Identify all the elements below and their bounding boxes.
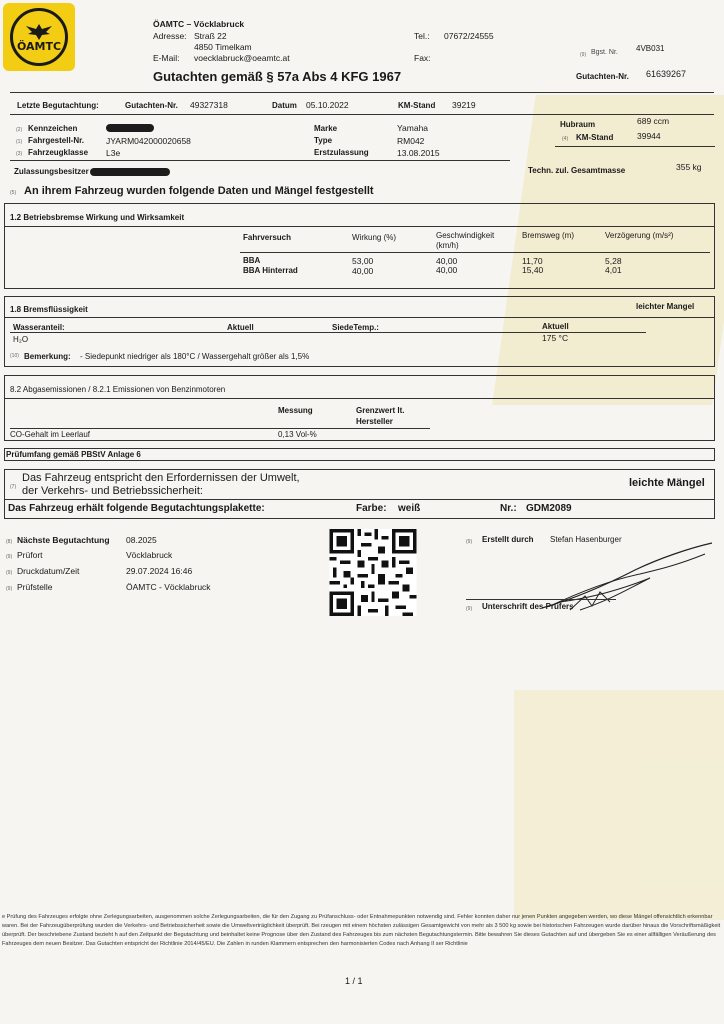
remark-ref: (10) xyxy=(10,353,19,359)
tel: 07672/24555 xyxy=(444,31,494,41)
klasse-label: Fahrzeugklasse xyxy=(28,148,89,157)
email-label: E-Mail: xyxy=(153,53,180,63)
bgst-label: Bgst. Nr. xyxy=(591,49,618,56)
brake-col-verzoegerung: Verzögerung (m/s²) xyxy=(605,231,674,240)
brake-title: 1.2 Betriebsbremse Wirkung und Wirksamkeit xyxy=(10,213,185,222)
last-date: 05.10.2022 xyxy=(306,100,349,110)
logo-emblem xyxy=(10,8,68,66)
fluid-col-wasser: Wasseranteil: xyxy=(13,323,65,332)
ort-label: Prüfort xyxy=(17,550,43,560)
brake-row1-name: BBA xyxy=(243,256,261,265)
stelle-label: Prüfstelle xyxy=(17,582,53,592)
email: voecklabruck@oeamtc.at xyxy=(194,53,290,63)
signature-ref: (9) xyxy=(466,606,473,612)
divider xyxy=(4,226,715,227)
divider xyxy=(10,92,714,93)
last-km: 39219 xyxy=(452,100,476,110)
fluid-col-aktuell2: Aktuell xyxy=(542,322,569,331)
plakette-farbe: weiß xyxy=(398,503,421,514)
stelle-ref: (9) xyxy=(6,586,13,592)
last-km-label: KM-Stand xyxy=(398,101,436,110)
address-label: Adresse: xyxy=(153,31,187,41)
druck-label: Druckdatum/Zeit xyxy=(17,566,80,576)
emission-title: 8.2 Abgasemissionen / 8.2.1 Emissionen von Benzinmotoren xyxy=(10,385,226,394)
brake-row2-wirkung: 40,00 xyxy=(352,266,374,276)
type-label: Type xyxy=(314,136,333,145)
erstellt-ref: (9) xyxy=(466,539,473,545)
next-ref: (8) xyxy=(6,539,13,545)
divider xyxy=(10,160,510,161)
plakette-nr-label: Nr.: xyxy=(500,503,517,514)
brake-row2-speed: 40,00 xyxy=(436,265,458,275)
kmstand-ref: (4) xyxy=(562,136,569,142)
tel-label: Tel.: xyxy=(414,31,430,41)
brake-row2-verz: 4,01 xyxy=(605,265,622,275)
brake-row1-speed: 40,00 xyxy=(436,256,458,266)
brake-col-bremsweg: Bremsweg (m) xyxy=(522,231,575,240)
fluid-col-siedetemp: SiedeTemp.: xyxy=(332,323,379,332)
divider xyxy=(10,428,430,429)
brake-row1-bremsweg: 11,70 xyxy=(522,256,543,266)
next-label: Nächste Begutachtung xyxy=(17,535,110,545)
fluid-severity: leichter Mangel xyxy=(636,302,695,311)
remark-text: - Siedepunkt niedriger als 180°C / Wassergehalt größer als 1,5% xyxy=(80,352,310,361)
gesamtmasse: 355 kg xyxy=(676,162,702,172)
defects-heading: An ihrem Fahrzeug wurden folgende Daten und Mängel festgestellt xyxy=(24,185,374,197)
hubraum: 689 ccm xyxy=(637,116,670,126)
conformity-line2: der Verkehrs- und Betriebssicherheit: xyxy=(22,485,203,497)
gutachten-nr-label: Gutachten-Nr. xyxy=(576,72,629,81)
kennzeichen-ref: (2) xyxy=(16,127,23,133)
conformity-ref: (7) xyxy=(10,484,17,490)
divider xyxy=(10,114,714,115)
address-line2: 4850 Timelkam xyxy=(194,42,252,52)
document-title: Gutachten gemäß § 57a Abs 4 KFG 1967 xyxy=(153,69,402,84)
emission-row-label: CO-Gehalt im Leerlauf xyxy=(10,430,91,439)
brake-row2-name: BBA Hinterrad xyxy=(243,266,298,275)
conformity-result: leichte Mängel xyxy=(629,477,705,489)
marke-label: Marke xyxy=(314,124,338,133)
last-date-label: Datum xyxy=(272,101,297,110)
brake-col-speed: Geschwindigkeit (km/h) xyxy=(436,231,495,250)
erstzulassung-label: Erstzulassung xyxy=(314,148,369,157)
type: RM042 xyxy=(397,136,425,146)
page-number: 1 / 1 xyxy=(345,976,363,986)
logo-text: ÖAMTC xyxy=(16,39,62,53)
fahrgestell-ref: (1) xyxy=(16,139,23,145)
footer-disclaimer: e Prüfung des Fahrzeuges erfolgte ohne Zerlegungsarbeiten, ausgenommen solche Zerlegungsarbeiten, die für den Zugang zu Prüfanschluss- oder Entnahmepunkten notwendig sind. Fehler konnten daher nur jenen Punkten angegeben werden, wo diese Mängel offensichtlich erkennbar waren. Bei der Fahrzeugüberprüfung wurden die Verkehrs- und Betriebssicherheit sowie die Umweltverträglichkeit überprüft. Bei rzeugen mit einem höchsten zulässigen Gesamtgewicht von mehr als 3 500 kg sowie bei historischen Fahrzeugen wurde darüber hinaus die Vorschriftsmäßigkeit überprüft. Der beschriebene Zustand bezieht h auf den Zeitpunkt der Begutachtung und beinhaltet keine Prognose über den Zustand des Fahrzeuges bis zum nächsten Begutachtungstermin. Bitte bewahren Sie dieses Gutachten auf und übergeben Sie es einer allfälligen Veräußerung des Fahrzeuges dem neuen Besitzer. Das Gutachten entspricht der Richtlinie 2014/45/EU. Die Zahlen in runden Klammern entsprechen den harmonisierten Codes nach Anhang II ser Richtlinie xyxy=(2,914,721,947)
bgst-ref: (9) xyxy=(580,52,587,58)
plakette-text: Das Fahrzeug erhält folgende Begutachtungsplakette: xyxy=(8,503,265,514)
gutachten-nr: 61639267 xyxy=(646,69,687,79)
brake-col-fahrversuch: Fahrversuch xyxy=(243,233,292,242)
marke: Yamaha xyxy=(397,123,429,133)
divider xyxy=(4,499,715,500)
last-inspection-label: Letzte Begutachtung: xyxy=(17,101,99,110)
fluid-col-aktuell1: Aktuell xyxy=(227,323,254,332)
next-date: 08.2025 xyxy=(126,535,157,545)
emission-col-grenzwert: Grenzwert lt. Hersteller xyxy=(356,406,405,426)
defects-ref: (5) xyxy=(10,190,17,196)
oeamtc-logo xyxy=(3,3,75,71)
ort-ref: (9) xyxy=(6,554,13,560)
emission-col-messung: Messung xyxy=(278,406,313,415)
erstellt-label: Erstellt durch xyxy=(482,535,534,544)
divider xyxy=(240,252,710,253)
signature-label: Unterschrift des Prüfers xyxy=(482,602,574,611)
emission-row-value: 0,13 Vol-% xyxy=(278,430,317,439)
fahrzeugklasse: L3e xyxy=(106,148,121,158)
fax-label: Fax: xyxy=(414,53,431,63)
brake-row1-wirkung: 53,00 xyxy=(352,256,374,266)
fluid-h2o: H₂O xyxy=(13,335,29,344)
pruefort: Vöcklabruck xyxy=(126,550,173,560)
address-line1: Straß 22 xyxy=(194,31,227,41)
org-name: ÖAMTC – Vöcklabruck xyxy=(153,19,245,29)
divider xyxy=(555,146,715,147)
signature-line xyxy=(466,599,616,600)
redacted-besitzer xyxy=(90,168,170,176)
remark-label: Bemerkung: xyxy=(24,352,71,361)
fahrgestell-label: Fahrgestell-Nr. xyxy=(28,136,85,145)
kmstand: 39944 xyxy=(637,131,661,141)
gesamtmasse-label: Techn. zul. Gesamtmasse xyxy=(528,166,626,175)
brake-col-wirkung: Wirkung (%) xyxy=(352,233,397,242)
bgst-nr: 4VB031 xyxy=(636,44,665,53)
plakette-nr: GDM2089 xyxy=(526,503,572,514)
druck-ref: (9) xyxy=(6,570,13,576)
qr-code xyxy=(327,529,419,616)
pruefstelle: ÖAMTC - Vöcklabruck xyxy=(126,582,211,592)
erstzulassung: 13.08.2015 xyxy=(397,148,440,158)
fluid-title: 1.8 Bremsflüssigkeit xyxy=(10,305,88,314)
erstellt-name: Stefan Hasenburger xyxy=(550,535,622,544)
besitzer-label: Zulassungsbesitzer xyxy=(14,167,89,176)
eagle-icon xyxy=(24,22,54,42)
pruefumfang: Prüfumfang gemäß PBStV Anlage 6 xyxy=(6,450,141,459)
klasse-ref: (3) xyxy=(16,151,23,157)
last-nr-label: Gutachten-Nr. xyxy=(125,101,178,110)
kennzeichen-label: Kennzeichen xyxy=(28,124,78,133)
brake-row1-verz: 5,28 xyxy=(605,256,622,266)
fluid-temp-value: 175 °C xyxy=(542,333,569,343)
fahrgestell-nr: JYARM042000020658 xyxy=(106,136,191,146)
brake-row2-bremsweg: 15,40 xyxy=(522,265,544,275)
hubraum-label: Hubraum xyxy=(560,120,596,129)
conformity-line1: Das Fahrzeug entspricht den Erfordernissen der Umwelt, xyxy=(22,472,300,484)
kmstand-label: KM-Stand xyxy=(576,133,614,142)
divider xyxy=(4,398,715,399)
plakette-farbe-label: Farbe: xyxy=(356,503,387,514)
last-nr: 49327318 xyxy=(190,100,228,110)
divider xyxy=(4,317,715,318)
watermark-shape xyxy=(514,690,724,920)
redacted-kennzeichen xyxy=(106,124,154,132)
druckdatum: 29.07.2024 16:46 xyxy=(126,566,193,576)
